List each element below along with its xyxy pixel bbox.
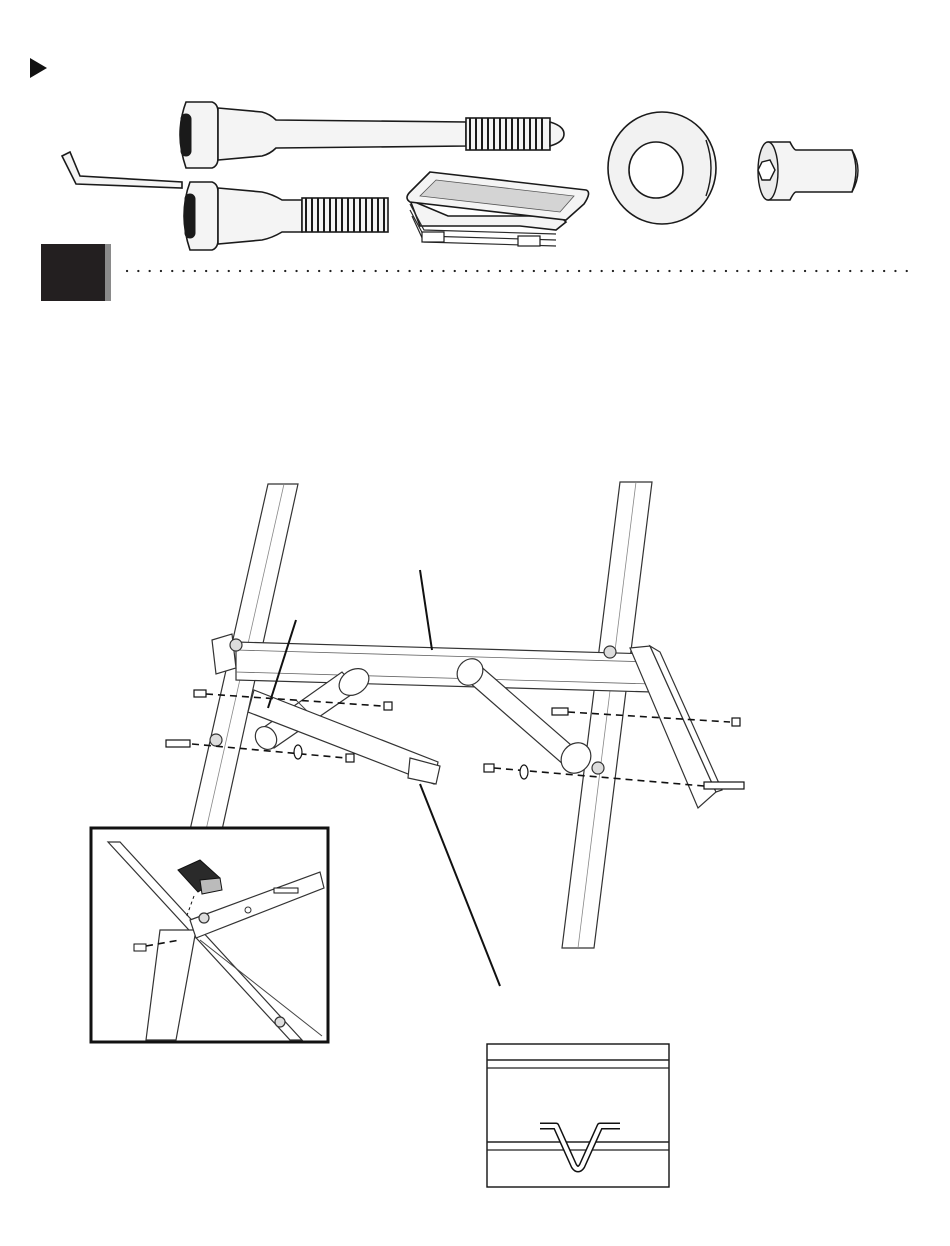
end-cap-detail-inset	[91, 828, 328, 1042]
cap-nut-icon	[758, 142, 858, 200]
allen-wrench-icon	[62, 152, 182, 188]
long-bolt-icon	[180, 102, 564, 168]
step-number-box	[41, 244, 111, 301]
short-bolt-icon	[184, 182, 388, 250]
play-triangle-icon	[30, 58, 47, 78]
bracket-detail-inset	[487, 1044, 669, 1187]
end-cap-icon	[407, 172, 589, 246]
washer-icon	[608, 112, 716, 224]
